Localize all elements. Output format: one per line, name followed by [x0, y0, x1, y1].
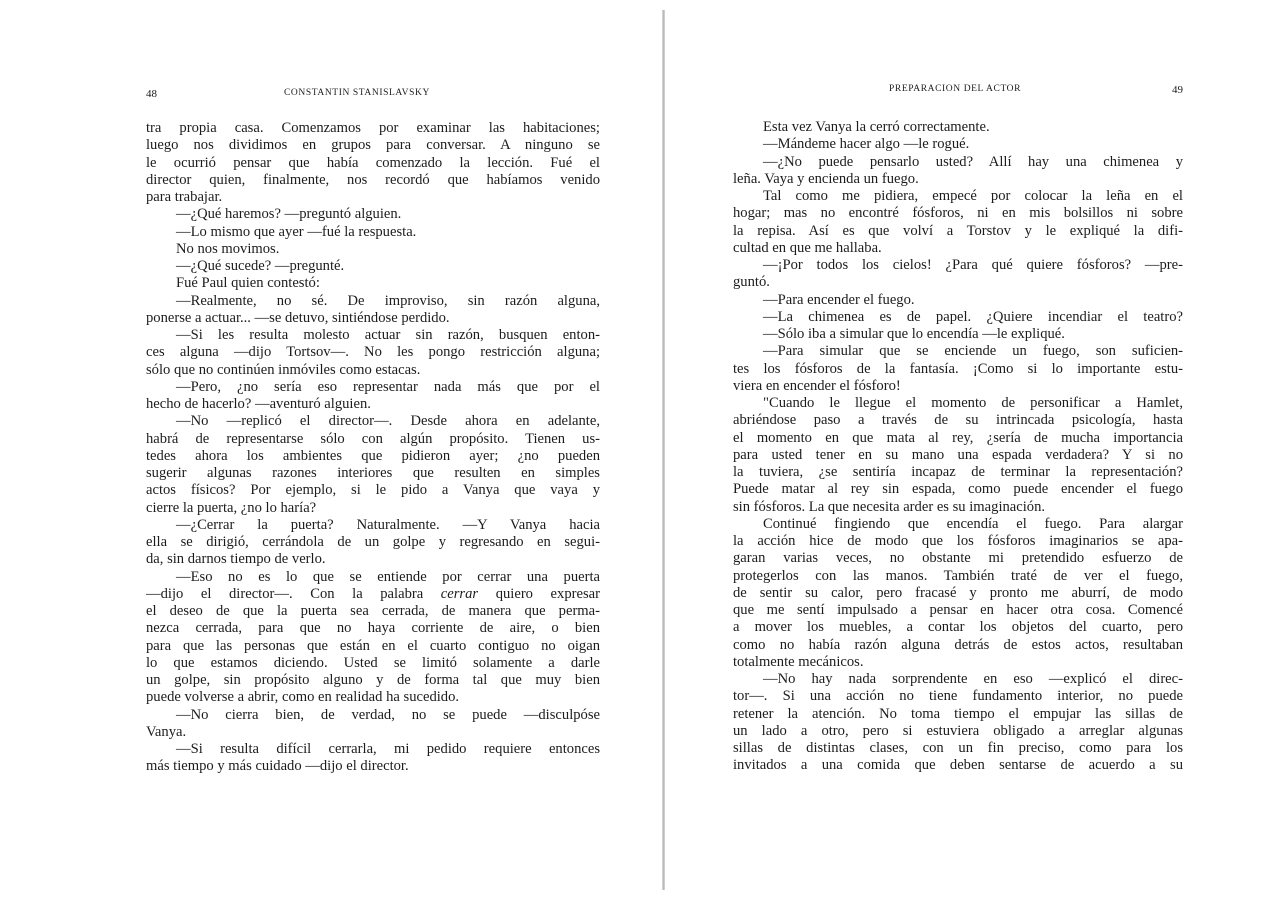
text-line: cultad en que me hallaba. [733, 239, 882, 256]
text-line: —Eso no es lo que se entiende por cerrar una puerta [176, 568, 600, 585]
text-line: para usted tener en su mano una espada verdadera? Y si no [733, 446, 1183, 463]
text-line: le ocurrió pensar que había comenzado la lección. Fué el [146, 154, 600, 171]
right-page [733, 0, 1183, 906]
text-line: —Realmente, no sé. De improviso, sin razón alguna, [176, 292, 600, 309]
text-line: luego nos dividimos en grupos para conversar. A ninguno se [146, 137, 600, 154]
text-line: como no había razón alguna detrás de estos actos, resultaban [733, 636, 1183, 653]
text-line: cierre la puerta, ¿no lo haría? [146, 499, 317, 516]
text-line: un golpe, sin propósito alguno y de forma tal que muy bien [146, 672, 600, 688]
left-running-head [146, 82, 600, 98]
text-line: retener la atención. No toma tiempo el empujar las sillas de [733, 705, 1183, 722]
right-page-number: 49 [1172, 84, 1183, 96]
text-line: tor—. Si una acción no tiene fundamento interior, no puede [733, 688, 1183, 705]
text-line: —¿Cerrar la puerta? Naturalmente. —Y Vanya hacia [176, 516, 600, 533]
book-gutter [662, 10, 665, 890]
text-line: tra propia casa. Comenzamos por examinar las habitaciones; [146, 120, 600, 136]
text-line: "Cuando le llegue el momento de personificar a Hamlet, [763, 395, 1183, 411]
left-page [146, 0, 600, 906]
text-line: lo que estamos diciendo. Usted se limitó solamente a darle [146, 654, 600, 671]
text-line: —Sólo iba a simular que lo encendía —le expliqué. [763, 326, 1065, 342]
text-line: hecho de hacerlo? —aventuró alguien. [146, 396, 371, 412]
text-line: —Si les resulta molesto actuar sin razón, busquen enton- [176, 327, 600, 343]
text-line: —Pero, ¿no sería eso representar nada más que por el [176, 378, 600, 395]
text-line: ponerse a actuar... —se detuvo, sintiéndose perdido. [146, 309, 450, 326]
text-line: garan varias veces, no obstante mi pretendido esfuerzo de [733, 550, 1183, 567]
text-line: —Mándeme hacer algo —le rogué. [763, 136, 970, 153]
text-line: que me sentí impulsado a pensar en hacer otra cosa. Comencé [733, 602, 1183, 618]
text-line: para que las personas que están en el cuarto contiguo no oigan [146, 637, 600, 654]
emphasized-word: cerrar [440, 585, 479, 602]
text-line: —Lo mismo que ayer —fué la respuesta. [176, 223, 417, 240]
text-segment: —dijo el director—. Con la palabra [146, 585, 424, 602]
text-line: para trabajar. [146, 189, 223, 205]
text-line: —No cierra bien, de verdad, no se puede —disculpóse [176, 706, 600, 723]
text-line: a mover los muebles, a contar los objetos del cuarto, pero [733, 619, 1183, 636]
text-line: tes los fósforos de la fantasía. ¡Como si lo importante estu- [733, 360, 1183, 377]
text-line: director quien, finalmente, nos recordó que habíamos venido [146, 171, 600, 188]
right-page-text [733, 119, 1183, 775]
text-line: actos físicos? Por ejemplo, si le pido a Vanya que vaya y [146, 482, 600, 499]
text-line: la repisa. Así es que volví a Torstov y le expliqué la difi- [733, 222, 1183, 239]
text-line: sugerir algunas razones interiores que resulten en simples [146, 465, 600, 481]
text-line: la acción hice de modo que los fósforos imaginarios se apa- [733, 533, 1183, 549]
text-line: Continué fingiendo que encendía el fuego. Para alargar [763, 515, 1183, 532]
text-line: —Para simular que se enciende un fuego, son suficien- [763, 343, 1183, 360]
text-line: No nos movimos. [176, 240, 280, 257]
text-line: ces alguna —dijo Tortsov—. No les pongo restricción alguna; [146, 344, 600, 361]
text-line: leña. Vaya y encienda un fuego. [733, 170, 919, 187]
text-line: el momento en que mata al rey, ¿sería de mucha importancia [733, 429, 1183, 446]
text-line: Vanya. [146, 723, 187, 740]
text-line: más tiempo y más cuidado —dijo el director. [146, 758, 409, 775]
text-line: guntó. [733, 274, 770, 291]
text-line: protegerlos con las manos. También traté de ver el fuego, [733, 567, 1183, 584]
text-line: el deseo de que la puerta sea cerrada, de manera que perma- [146, 603, 600, 619]
text-line: habrá de representarse sólo con algún propósito. Tienen us- [146, 430, 600, 447]
left-page-text [146, 120, 600, 776]
text-segment: quiero expresar [495, 585, 600, 602]
text-line: de sentir su calor, pero fracasé y pronto me aburrí, de modo [733, 584, 1183, 601]
right-running-title: PREPARACION DEL ACTOR [889, 84, 1022, 94]
text-line: —¿Qué haremos? —preguntó alguien. [176, 206, 402, 223]
text-line: —¡Por todos los cielos! ¿Para qué quiere fósforos? —pre- [763, 257, 1183, 273]
text-line: abriéndose paso a través de su intrincada psicología, hasta [733, 412, 1183, 429]
text-line: ella se dirigió, cerrándola de un golpe y regresando en segui- [146, 534, 600, 550]
text-line: nezca cerrada, para que no haya corriente de aire, o bien [146, 620, 600, 637]
text-line: —Para encender el fuego. [763, 291, 915, 308]
text-line: tedes ahora los ambientes que pidieron ayer; ¿no pueden [146, 447, 600, 464]
text-line: totalmente mecánicos. [733, 653, 864, 670]
text-line: da, sin darnos tiempo de verlo. [146, 551, 326, 568]
text-line: hogar; mas no encontré fósforos, ni en mis bolsillos ni sobre [733, 205, 1183, 222]
text-line: Puede matar al rey sin espada, como puede encender el fuego [733, 481, 1183, 498]
text-line: —No hay nada sorprendente en eso —explicó el direc- [763, 671, 1183, 687]
text-line: —¿No puede pensarlo usted? Allí hay una chimenea y [763, 153, 1183, 170]
text-line: invitados a una comida que deben sentarse de acuerdo a su [733, 757, 1183, 774]
text-line: Tal como me pidiera, empecé por colocar la leña en el [763, 188, 1183, 204]
text-line: sólo que no continúen inmóviles como estacas. [146, 361, 421, 378]
text-line: viera en encender el fósforo! [733, 377, 901, 394]
text-line: la tuviera, ¿se sentiría incapaz de terminar la representación? [733, 464, 1183, 480]
text-line: sillas de distintas clases, con un fin preciso, como para los [733, 740, 1183, 756]
text-line: —No —replicó el director—. Desde ahora en adelante, [176, 413, 600, 430]
text-line: sin fósforos. La que necesita arder es su imaginación. [733, 498, 1046, 515]
text-line: Esta vez Vanya la cerró correctamente. [763, 119, 990, 135]
text-line: —La chimenea es de papel. ¿Quiere incendiar el teatro? [763, 308, 1183, 325]
right-running-head [733, 82, 1183, 98]
left-page-number: 48 [146, 88, 157, 100]
text-line: puede volverse a abrir, como en realidad ha sucedido. [146, 689, 460, 706]
text-line: —¿Qué sucede? —pregunté. [176, 258, 345, 274]
text-line-with-emphasis [146, 586, 600, 603]
text-line: —Si resulta difícil cerrarla, mi pedido requiere entonces [176, 741, 600, 757]
text-line: un lado a otro, pero si estuviera obligado a arreglar algunas [733, 722, 1183, 739]
left-running-title: CONSTANTIN STANISLAVSKY [284, 88, 430, 98]
text-line: Fué Paul quien contestó: [176, 275, 320, 292]
